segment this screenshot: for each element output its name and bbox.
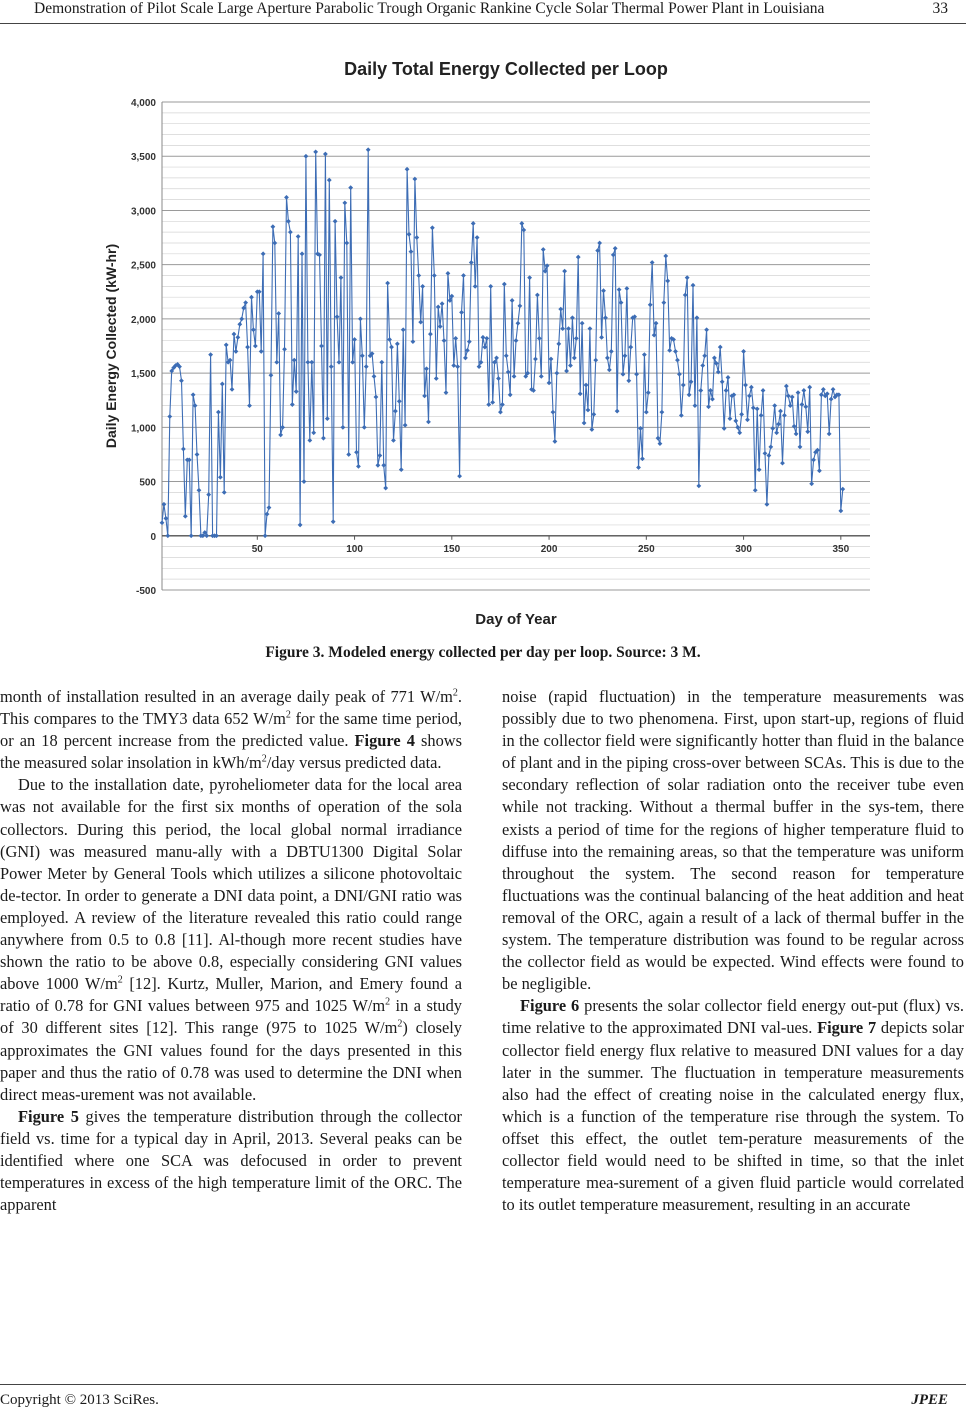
left-paragraph-1: month of installation resulted in an average daily peak of 771 $W/m^2$. This compares to the TMY3 data 652 $W/m^2$ for the same time period, or an 18 percent increase from the predicted value. Figure 4 shows the measured solar insolation in kWh/$m^2$/day versus predicted data.: [0, 687, 462, 773]
x-tick-label: 100: [346, 543, 363, 555]
y-tick-label: -500: [135, 586, 156, 597]
energy-chart: [90, 42, 890, 642]
y-tick-label: 4,000: [130, 98, 156, 109]
footer-rule: [0, 1384, 966, 1385]
x-axis-label: Day of Year: [475, 611, 557, 628]
chart-title: Daily Total Energy Collected per Loop: [344, 59, 668, 79]
x-tick-label: 200: [540, 543, 558, 555]
right-paragraph-2: Figure 6 presents the solar collector field energy out-put (flux) vs. time relative to the approximated DNI val-ues. Figure 7 depicts solar collector field energy flux relative to measured DNI values for a day later in the summer. The fluctuation in temperature measurements also had the effect of creating noise in the calculated energy flux, which is a function of the temperature rise through the system. To offset this effect, the outlet tem-perature measurements of the collector field would need to be shifted in time, so that the inlet temperature mea-surement of a given fluid particle would correlated to its outlet temperature measurement, resulting in an accurate: [502, 996, 964, 1215]
running-title: Demonstration of Pilot Scale Large Aperture Parabolic Trough Organic Rankine Cycle Solar Thermal Power Plant in Louisiana: [34, 0, 825, 17]
left-paragraph-2: Due to the installation date, pyroheliometer data for the local area was not available for the first six months of operation of the sola collectors. During this period, the local global normal irradiance (GNI) was measured manu-ally with a DBTU1300 Digital Solar Power Meter by General Tools which utilizes a silicone photovoltaic de-tector. In order to generate a DNI data point, a DNI/GNI ratio was employed. A review of the literature revealed this ratio could range anywhere from 0.5 to 0.8 [11]. Al-though more recent studies have shown the ratio to be above 0.8, especially considering GNI values above 1000 $W/m^2$ [12]. Kurtz, Muller, Marion, and Emery found a ratio of 0.78 for GNI values between 975 and 1025 $W/m^2$ in a study of 30 different sites [12]. This range (975 to 1025 $W/m^2$) closely approximates the GNI values found for the days presented in this paper and thus the ratio of 0.78 was used to determine the DNI when direct meas-urement was not available.: [0, 775, 463, 1104]
figure-4-ref: Figure 4: [354, 731, 415, 751]
y-tick-label: 3,000: [130, 206, 156, 218]
y-tick-label: 1,500: [130, 369, 156, 381]
page-header: [0, 0, 966, 30]
x-tick-label: 150: [443, 543, 461, 555]
x-tick-label: 50: [251, 543, 263, 555]
figure-3: [90, 42, 890, 642]
x-tick-label: 350: [832, 543, 850, 555]
right-paragraph-1: noise (rapid fluctuation) in the temperature measurements was possibly due to two phenomena. First, upon start-up, regions of fluid in the collector field were significantly hotter than fluid in the balance of plant and in the piping cross-over between SCAs. This is due to the secondary reflection of solar radiation onto the receiver tube even while not tracking. Without a thermal buffer in the sys-tem, there exists a period of time for the regions of higher temperature fluid to diffuse into the remaining areas, so that the temperature was uniform throughout the system. The second reason for temperature fluctuations was the continual balancing of the heat addition and heat removal of the ORC, again a result of a lack of thermal buffer in the system. The temperature distribution was found to be regular across the collector field as would be expected. Wind effects were found to be negligible.: [502, 687, 964, 994]
y-tick-label: 500: [139, 477, 156, 489]
figure-6-ref: Figure 6: [520, 996, 580, 1016]
y-tick-label: 2,500: [130, 260, 156, 272]
figure-caption: Figure 3. Modeled energy collected per day per loop. Source: 3 M.: [265, 644, 701, 661]
page-number: 33: [932, 0, 948, 17]
header-rule: [0, 23, 966, 24]
copyright-notice: Copyright © 2013 SciRes.: [0, 1392, 159, 1408]
y-tick-label: 3,500: [130, 152, 156, 164]
y-tick-label: 2,000: [130, 314, 156, 326]
figure-7-ref: Figure 7: [817, 1018, 877, 1038]
y-axis-label: Daily Energy Collected (kW-hr): [103, 243, 119, 449]
x-tick-label: 300: [735, 543, 752, 555]
y-tick-label: 0: [150, 531, 156, 543]
y-tick-label: 1,000: [130, 423, 156, 435]
journal-name: JPEE: [911, 1392, 948, 1408]
left-column: [0, 686, 462, 1216]
x-tick-label: 250: [637, 543, 655, 555]
left-paragraph-3: Figure 5 gives the temperature distribution through the collector field vs. time for a typical day in April, 2013. Several peaks can be identified where one SCA was defocused in order to prevent temperatures in excess of the high temperature limit of the ORC. The apparent: [0, 1106, 462, 1215]
figure-5-ref: Figure 5: [18, 1106, 79, 1126]
right-column: [502, 686, 964, 1216]
